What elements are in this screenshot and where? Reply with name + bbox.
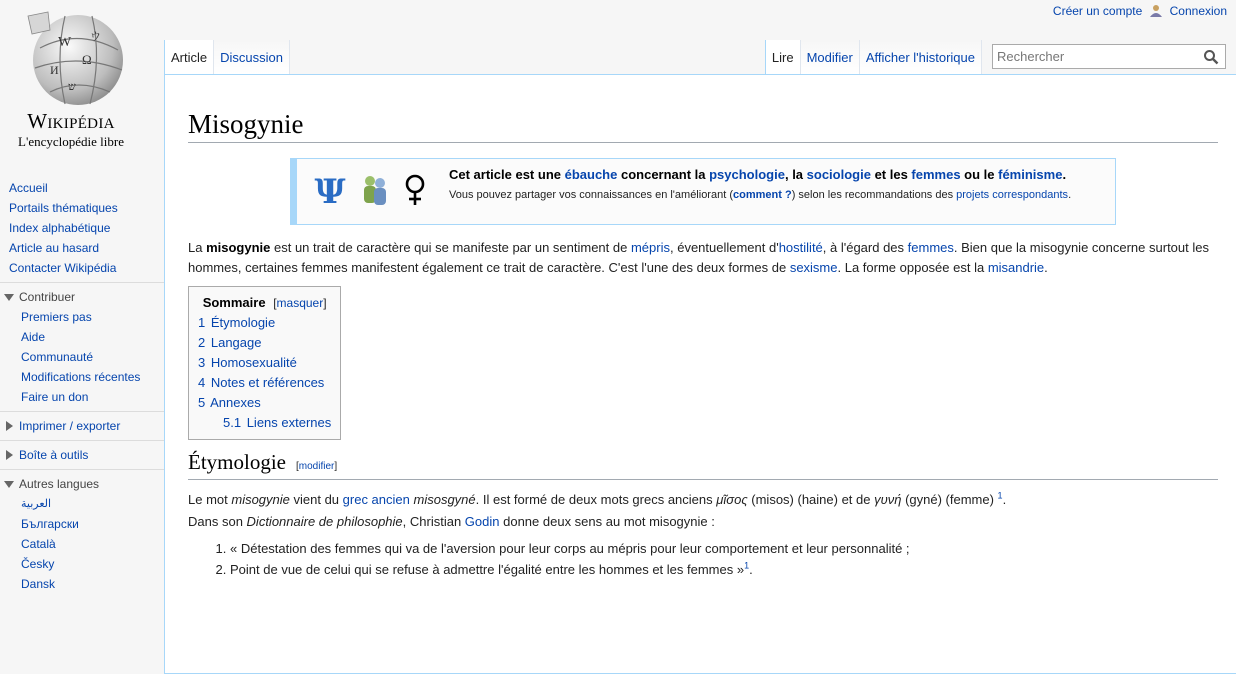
text: Vous pouvez partager vos connaissances en l'améliorant ( (449, 189, 733, 202)
text: . Il est formé de deux mots grecs anciens (475, 492, 717, 508)
personal-tools (1053, 4, 1227, 18)
section-heading-etymologie (188, 450, 1218, 480)
link-comment[interactable]: comment ? (733, 189, 792, 202)
toc-item-homosexualite[interactable] (198, 353, 331, 373)
sidebar-item-contact[interactable]: Contacter Wikipédia (9, 261, 117, 275)
stub-text (449, 166, 1105, 202)
stub-icons (313, 173, 427, 207)
list-item (230, 538, 1218, 559)
italic-term: Dictionnaire de philosophie (246, 514, 403, 530)
sidebar (0, 178, 164, 594)
link-psychologie[interactable]: psychologie (709, 167, 785, 183)
puzzle-globe-icon (20, 8, 130, 108)
view-tabs (765, 40, 1226, 74)
toc-label: Liens externes (246, 415, 332, 431)
footnote-ref-1[interactable]: 1 (744, 560, 750, 571)
toc-label: Langage (210, 335, 262, 351)
italic-term: misosgyné (413, 492, 476, 508)
chevron-right-icon (6, 421, 13, 431)
text: La (188, 240, 207, 256)
portal-contribuer-list (0, 307, 164, 407)
portal-imprimer (0, 411, 164, 436)
link-projets[interactable]: projets correspondants (956, 189, 1069, 202)
login-group (1150, 4, 1227, 18)
portal-langues (0, 469, 164, 594)
bracket: ] (334, 461, 338, 473)
toc-number: 1 (198, 315, 206, 331)
wikipedia-logo[interactable] (0, 0, 164, 160)
toc-heading: Sommaire (202, 295, 266, 311)
lang-item-bg[interactable]: Български (21, 517, 79, 531)
text: donne deux sens au mot misogynie : (499, 514, 715, 530)
text: , à l'égard des (822, 240, 908, 256)
sidebar-item-premiers-pas[interactable]: Premiers pas (21, 310, 92, 324)
portal-langues-toggle[interactable] (0, 474, 164, 494)
toc-item-notes[interactable] (198, 373, 331, 393)
portal-contribuer (0, 282, 164, 407)
sidebar-item-portails[interactable]: Portails thématiques (9, 201, 118, 215)
section-edit-link[interactable]: modifier (298, 461, 335, 473)
article-content (164, 74, 1236, 674)
bracket: [ (273, 296, 277, 311)
link-ebauche[interactable]: ébauche (564, 167, 618, 183)
toc-label: Homosexualité (210, 355, 297, 371)
toc-label: Notes et références (210, 375, 325, 391)
sidebar-item-communaute[interactable]: Communauté (21, 350, 94, 364)
toc-toggle (273, 296, 326, 310)
search-icon[interactable] (1203, 49, 1219, 65)
user-icon (1150, 4, 1162, 17)
text: Le mot (188, 492, 232, 508)
text: vient du (289, 492, 343, 508)
text: et les (870, 167, 912, 183)
chevron-down-icon (4, 481, 14, 488)
sidebar-item-hasard[interactable]: Article au hasard (9, 241, 100, 255)
link-grec-ancien[interactable]: grec ancien (342, 492, 410, 508)
italic-term: misogynie (231, 492, 290, 508)
sidebar-item-aide[interactable]: Aide (21, 330, 46, 344)
search-box (992, 44, 1226, 69)
text: . (1062, 167, 1067, 183)
lang-item-ca[interactable]: Català (21, 537, 56, 551)
sidebar-item-modifications[interactable]: Modifications récentes (21, 370, 141, 384)
link-sociologie[interactable]: sociologie (806, 167, 871, 183)
text: ) selon les recommandations des (791, 189, 957, 202)
toc-item-liens-externes[interactable] (198, 413, 331, 433)
toc-label: Annexes (210, 395, 261, 411)
logo-tagline: L'encyclopédie libre (18, 134, 124, 149)
sidebar-item-don[interactable]: Faire un don (21, 390, 89, 404)
people-icon (359, 173, 391, 207)
text: Cet article est une (449, 167, 565, 183)
portal-title: Autres langues (19, 477, 100, 491)
text: ou le (960, 167, 999, 183)
text: , Christian (402, 514, 465, 530)
psi-icon (313, 173, 347, 207)
link-femmes[interactable]: femmes (907, 240, 954, 256)
venus-icon (403, 173, 427, 207)
tab-historique[interactable]: Afficher l'historique (859, 40, 982, 74)
toc-title (198, 295, 331, 310)
stub-line-1 (449, 166, 1105, 183)
namespace-tabs (164, 40, 290, 74)
link-hostilite[interactable]: hostilité (778, 240, 823, 256)
section-edit (296, 461, 337, 472)
greek-term: μῖσος (716, 492, 748, 508)
text: Point de vue de celui qui se refuse à admettre l'égalité entre les hommes et les femmes » (230, 562, 745, 578)
sidebar-navigation (0, 178, 164, 278)
text: (gyné) (femme) (901, 492, 998, 508)
portal-title: Contribuer (19, 290, 76, 304)
text: « Détestation des femmes qui va de l'aversion pour leur corps au mépris pour leur comportement et leur personnalité ; (230, 541, 910, 557)
tab-article[interactable]: Article (164, 40, 213, 74)
toc-number: 3 (198, 355, 206, 371)
text: . La forme opposée est la (837, 260, 988, 276)
section-title: Étymologie (188, 450, 286, 475)
svg-text:И: И (50, 63, 59, 77)
login-link[interactable]: Connexion (1169, 4, 1227, 18)
toc-item-annexes[interactable] (198, 393, 331, 413)
text: , éventuellement d' (669, 240, 779, 256)
stub-line-2 (449, 188, 1105, 202)
lang-item-ar[interactable]: العربية (21, 498, 52, 510)
tab-lire[interactable]: Lire (765, 40, 800, 74)
toc-item-etymologie[interactable] (198, 313, 331, 333)
portal-title: Boîte à outils (19, 448, 89, 462)
bold-term: misogynie (206, 240, 271, 256)
logo-wordmark: Wikipédia (27, 109, 115, 133)
chevron-down-icon (4, 294, 14, 301)
lang-item-da[interactable]: Dansk (21, 577, 56, 591)
portal-title: Imprimer / exporter (19, 419, 121, 433)
lang-item-cs[interactable]: Česky (21, 557, 55, 571)
table-of-contents (188, 286, 341, 440)
text: . Bien que la misogynie concerne surtout les hommes, certaines femmes manifestent également ce trait de caractère. C'est l'une des deux formes de (188, 240, 1209, 276)
text: . (1068, 189, 1072, 202)
create-account-link[interactable]: Créer un compte (1052, 4, 1143, 18)
link-sexisme[interactable]: sexisme (789, 260, 838, 276)
svg-text:Ω: Ω (82, 52, 92, 67)
footnote-ref-1[interactable]: 1 (997, 490, 1003, 501)
portal-imprimer-toggle[interactable] (0, 416, 164, 436)
link-misandrie[interactable]: misandrie (987, 260, 1045, 276)
svg-text:ウ: ウ (90, 31, 101, 43)
link-mepris[interactable]: mépris (630, 240, 670, 256)
text: concernant la (617, 167, 710, 183)
bracket: [ (296, 461, 299, 473)
definitions-list (188, 538, 1218, 580)
svg-text:ש: ש (68, 81, 76, 93)
toc-label: Étymologie (210, 315, 276, 331)
link-godin[interactable]: Godin (464, 514, 500, 530)
text: , la (784, 167, 807, 183)
text: est un trait de caractère qui se manifeste par un sentiment de (270, 240, 631, 256)
portal-langues-list (0, 494, 164, 594)
toc-number: 2 (198, 335, 206, 351)
chevron-right-icon (6, 450, 13, 460)
tab-modifier[interactable]: Modifier (800, 40, 859, 74)
link-feminisme[interactable]: féminisme (998, 167, 1063, 183)
bracket: ] (323, 296, 327, 311)
sidebar-item-accueil[interactable]: Accueil (9, 181, 48, 195)
sidebar-item-index[interactable]: Index alphabétique (9, 221, 111, 235)
toc-number: 5 (198, 395, 206, 411)
portal-outils (0, 440, 164, 465)
intro-paragraph (188, 238, 1218, 278)
search-input[interactable] (993, 45, 1193, 67)
svg-text:Ψ: Ψ (314, 173, 346, 208)
list-item (230, 559, 1218, 580)
toc-hide-link[interactable]: masquer (276, 296, 324, 311)
tab-discussion[interactable]: Discussion (213, 40, 290, 74)
toc-number: 4 (198, 375, 206, 391)
svg-text:W: W (58, 35, 72, 50)
text: (misos) (haine) et de (747, 492, 875, 508)
stub-notice (290, 158, 1116, 225)
link-femmes[interactable]: femmes (911, 167, 961, 183)
toc-item-langage[interactable] (198, 333, 331, 353)
text: . (749, 562, 753, 578)
portal-contribuer-toggle[interactable] (0, 287, 164, 307)
etymology-paragraph-1 (188, 490, 1218, 510)
toc-number: 5.1 (223, 415, 242, 431)
text: . (1002, 492, 1007, 508)
portal-outils-toggle[interactable] (0, 445, 164, 465)
greek-term: γυνή (874, 492, 902, 508)
text: Dans son (188, 514, 247, 530)
text: . (1044, 260, 1048, 276)
etymology-paragraph-2 (188, 512, 1218, 532)
page-title: Misogynie (188, 109, 1218, 143)
